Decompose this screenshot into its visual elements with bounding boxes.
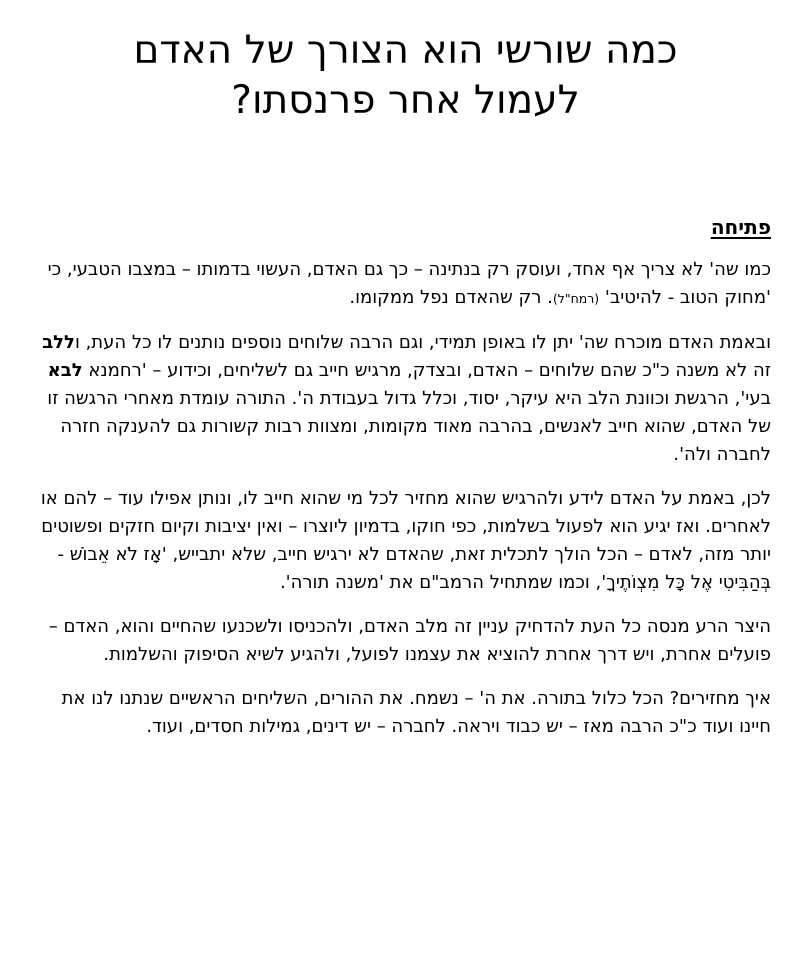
paragraph-3: לכן, באמת על האדם לידע ולהרגיש שהוא מחזיר לכל מי שהוא חייב לו, ונותן אפילו עוד – להם או לאחרים. ואז יגיע הוא לפעול בשלמות, כפי חוקו, בדמיון ליוצרו – ואין יציבות וקיום חזקים ופשוטים יותר מזה, לאדם – הכל הולך לתכלית זאת, שהאדם לא ירגיש חייב, שלא יתבייש, 'אָז לֹא אֵבוֹשׁ - בְּהַבִּיטִי אֶל כָּל מִצְוֹתֶיךָ', וכמו שמתחיל הרמב"ם את 'משנה תורה'. (40, 488, 771, 593)
paragraph-4: היצר הרע מנסה כל העת להדחיק עניין זה מלב האדם, ולהכניסו ולשכנעו שהחיים והוא, האדם – פועלים אחרת, ויש דרך אחרת להוציא את עצמנו לפועל, ולהגיע לשיא הסיפוק והשלמות. (48, 616, 771, 665)
paragraph-2-bold-lalev: ללב (42, 332, 75, 353)
paragraph-1-text: כמו שה' לא צריך אף אחד, ועוסק רק בנתינה – כך גם האדם, העשוי בדמותו – במצבו הטבעי, כי 'מחוק הטוב - להיטיב' (47, 259, 771, 308)
citation-ramchal: (רמח"ל) (552, 291, 600, 306)
paragraph-1-continuation: . רק שהאדם נפל ממקומו. (349, 287, 553, 308)
section-heading-peticha: פתיחה (710, 215, 771, 239)
paragraph-2 (40, 329, 771, 469)
paragraph-2-text-2: זה לא משנה כ"כ שהם שלוחים – האדם, ובצדק, מרגיש חייב גם לשליחים, וכידוע – 'רחמנא (82, 360, 771, 381)
paragraph-1 (40, 256, 771, 313)
paragraph-2-text-1: ובאמת האדם מוכרח שה' יתן לו באופן תמידי, וגם הרבה שלוחים נוספים נותנים לו כל העת, ו (74, 332, 771, 353)
paragraph-2-text-3: בעי', הרגשת וכוונת הלב היא עיקר, יסוד, וכלל גדול בעבודת ה'. התורה עומדת מאחרי הרגשה זו של האדם, שהוא חייב לאנשים, בהרבה מאוד מקומות, ומצוות רבות קשורות גם להענקה חזרה לחברה ולה'. (47, 388, 771, 465)
document-title: כמה שורשי הוא הצורך של האדם לעמול אחר פרנסתו? (133, 28, 678, 123)
paragraph-2-bold-liba: לבא (47, 360, 83, 381)
paragraph-5: איך מחזירים? הכל כלול בתורה. את ה' – נשמח. את ההורים, השליחים הראשיים שנתנו לנו את חיינו ועוד כ"כ הרבה מאז – יש כבוד ויראה. לחברה – יש דינים, גמילות חסדים, ועוד. (61, 688, 771, 737)
